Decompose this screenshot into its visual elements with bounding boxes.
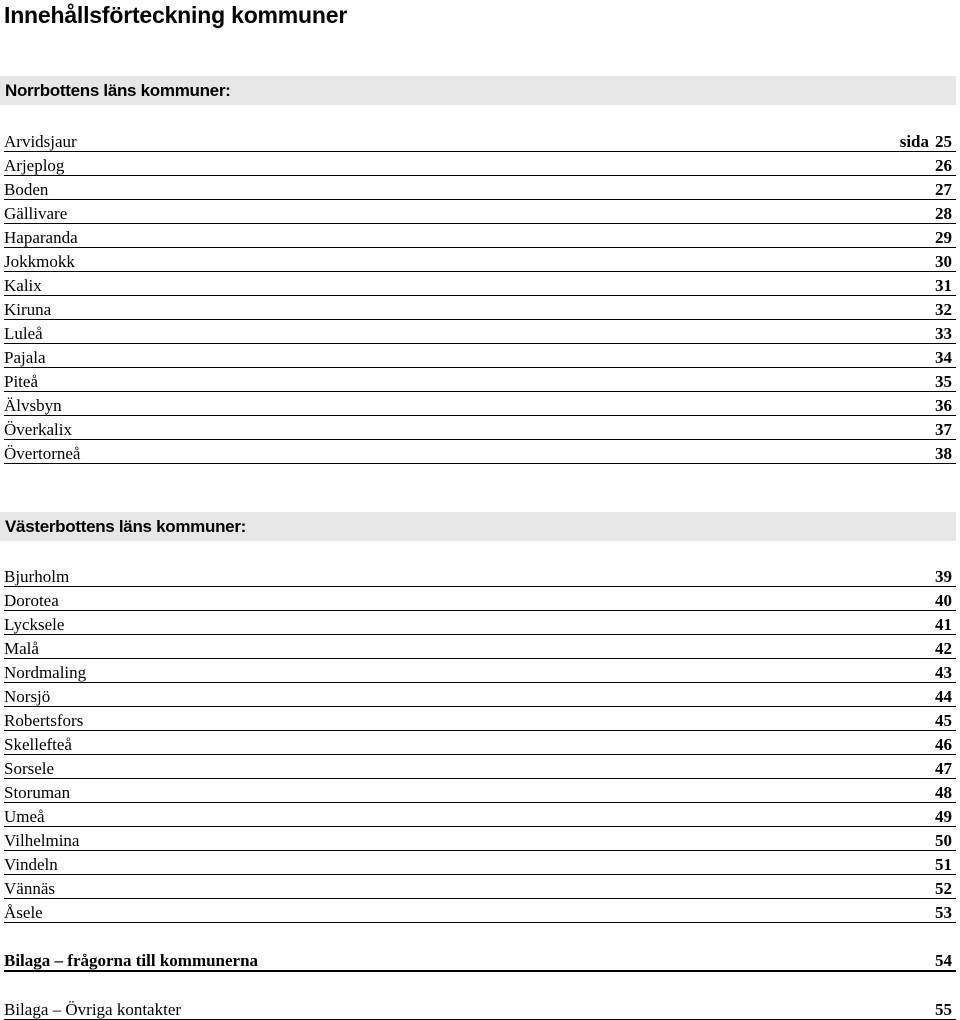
- toc-row[interactable]: [4, 827, 956, 851]
- municipality-name: Åsele: [4, 903, 43, 922]
- municipality-name: Piteå: [4, 372, 38, 391]
- toc-row[interactable]: [4, 176, 956, 200]
- toc-row[interactable]: [4, 128, 956, 152]
- page-prefix: sida: [899, 132, 929, 151]
- toc-row[interactable]: [4, 320, 956, 344]
- municipality-name: Övertorneå: [4, 444, 81, 463]
- municipality-name: Sorsele: [4, 759, 55, 778]
- toc-row[interactable]: [4, 563, 956, 587]
- page-number: 44: [935, 687, 952, 706]
- municipality-name: Dorotea: [4, 591, 59, 610]
- municipality-name: Arvidsjaur: [4, 132, 77, 151]
- toc-row[interactable]: [4, 344, 956, 368]
- toc-row[interactable]: [4, 440, 956, 464]
- toc-row[interactable]: [4, 899, 956, 923]
- page-number: 42: [935, 639, 952, 658]
- municipality-name: Malå: [4, 639, 39, 658]
- municipality-name: Arjeplog: [4, 156, 65, 175]
- municipality-name: Gällivare: [4, 204, 68, 223]
- page-number: 35: [935, 372, 952, 391]
- municipality-name: Överkalix: [4, 420, 72, 439]
- appendix-title: Bilaga – frågorna till kommunerna: [4, 951, 259, 970]
- toc-row[interactable]: [4, 587, 956, 611]
- toc-row[interactable]: [4, 368, 956, 392]
- page-number: 49: [935, 807, 952, 826]
- section-heading-norrbotten: Norrbottens läns kommuner:: [0, 76, 956, 105]
- page-number: 53: [935, 903, 952, 922]
- municipality-name: Kiruna: [4, 300, 52, 319]
- page-number: 28: [935, 204, 952, 223]
- page-number: 50: [935, 831, 952, 850]
- municipality-name: Bjurholm: [4, 567, 70, 586]
- page-number: 47: [935, 759, 952, 778]
- page-number: 29: [935, 228, 952, 247]
- page-number: 48: [935, 783, 952, 802]
- appendix-title: Bilaga – Övriga kontakter: [4, 1000, 182, 1019]
- toc-row[interactable]: [4, 611, 956, 635]
- municipality-name: Umeå: [4, 807, 45, 826]
- municipality-name: Älvsbyn: [4, 396, 62, 415]
- page-number: 34: [935, 348, 952, 367]
- page-number-value: 25: [935, 132, 952, 151]
- toc-row[interactable]: [4, 755, 956, 779]
- page-number: 39: [935, 567, 952, 586]
- page-number: 45: [935, 711, 952, 730]
- page-number: 36: [935, 396, 952, 415]
- page-number: 51: [935, 855, 952, 874]
- page-number: 31: [935, 276, 952, 295]
- page-number: 40: [935, 591, 952, 610]
- toc-list-vasterbotten: [4, 563, 956, 923]
- page-number: 27: [935, 180, 952, 199]
- municipality-name: Skellefteå: [4, 735, 72, 754]
- municipality-name: Vindeln: [4, 855, 58, 874]
- toc-row[interactable]: [4, 296, 956, 320]
- page-number: 30: [935, 252, 952, 271]
- page-number: 38: [935, 444, 952, 463]
- toc-list-norrbotten: [4, 128, 956, 464]
- toc-row[interactable]: [4, 152, 956, 176]
- toc-row[interactable]: [4, 224, 956, 248]
- municipality-name: Vilhelmina: [4, 831, 80, 850]
- toc-row[interactable]: [4, 416, 956, 440]
- toc-row[interactable]: [4, 875, 956, 899]
- page-number: [900, 132, 952, 152]
- municipality-name: Luleå: [4, 324, 43, 343]
- toc-row[interactable]: [4, 635, 956, 659]
- toc-row[interactable]: [4, 248, 956, 272]
- toc-row[interactable]: [4, 707, 956, 731]
- municipality-name: Lycksele: [4, 615, 65, 634]
- toc-row[interactable]: [4, 392, 956, 416]
- page-number: 55: [935, 1000, 952, 1019]
- toc-row[interactable]: [4, 683, 956, 707]
- municipality-name: Kalix: [4, 276, 42, 295]
- page-number: 52: [935, 879, 952, 898]
- municipality-name: Vännäs: [4, 879, 55, 898]
- toc-row[interactable]: [4, 272, 956, 296]
- municipality-name: Nordmaling: [4, 663, 87, 682]
- section-heading-vasterbotten: Västerbottens läns kommuner:: [0, 512, 956, 541]
- appendix-questions-row[interactable]: [4, 948, 956, 972]
- page-number: 26: [935, 156, 952, 175]
- toc-row[interactable]: [4, 731, 956, 755]
- municipality-name: Haparanda: [4, 228, 78, 247]
- page-number: 33: [935, 324, 952, 343]
- page-number: 41: [935, 615, 952, 634]
- toc-row[interactable]: [4, 659, 956, 683]
- municipality-name: Boden: [4, 180, 49, 199]
- municipality-name: Storuman: [4, 783, 71, 802]
- page-number: 43: [935, 663, 952, 682]
- toc-row[interactable]: [4, 803, 956, 827]
- page-number: 46: [935, 735, 952, 754]
- municipality-name: Norsjö: [4, 687, 51, 706]
- page-number: 32: [935, 300, 952, 319]
- page-number: 37: [935, 420, 952, 439]
- toc-row[interactable]: [4, 851, 956, 875]
- municipality-name: Pajala: [4, 348, 46, 367]
- municipality-name: Robertsfors: [4, 711, 84, 730]
- page-number: 54: [935, 951, 952, 970]
- toc-row[interactable]: [4, 779, 956, 803]
- municipality-name: Jokkmokk: [4, 252, 75, 271]
- toc-row[interactable]: [4, 200, 956, 224]
- page-title: Innehållsförteckning kommuner: [4, 2, 348, 28]
- appendix-contacts-row[interactable]: [4, 996, 956, 1020]
